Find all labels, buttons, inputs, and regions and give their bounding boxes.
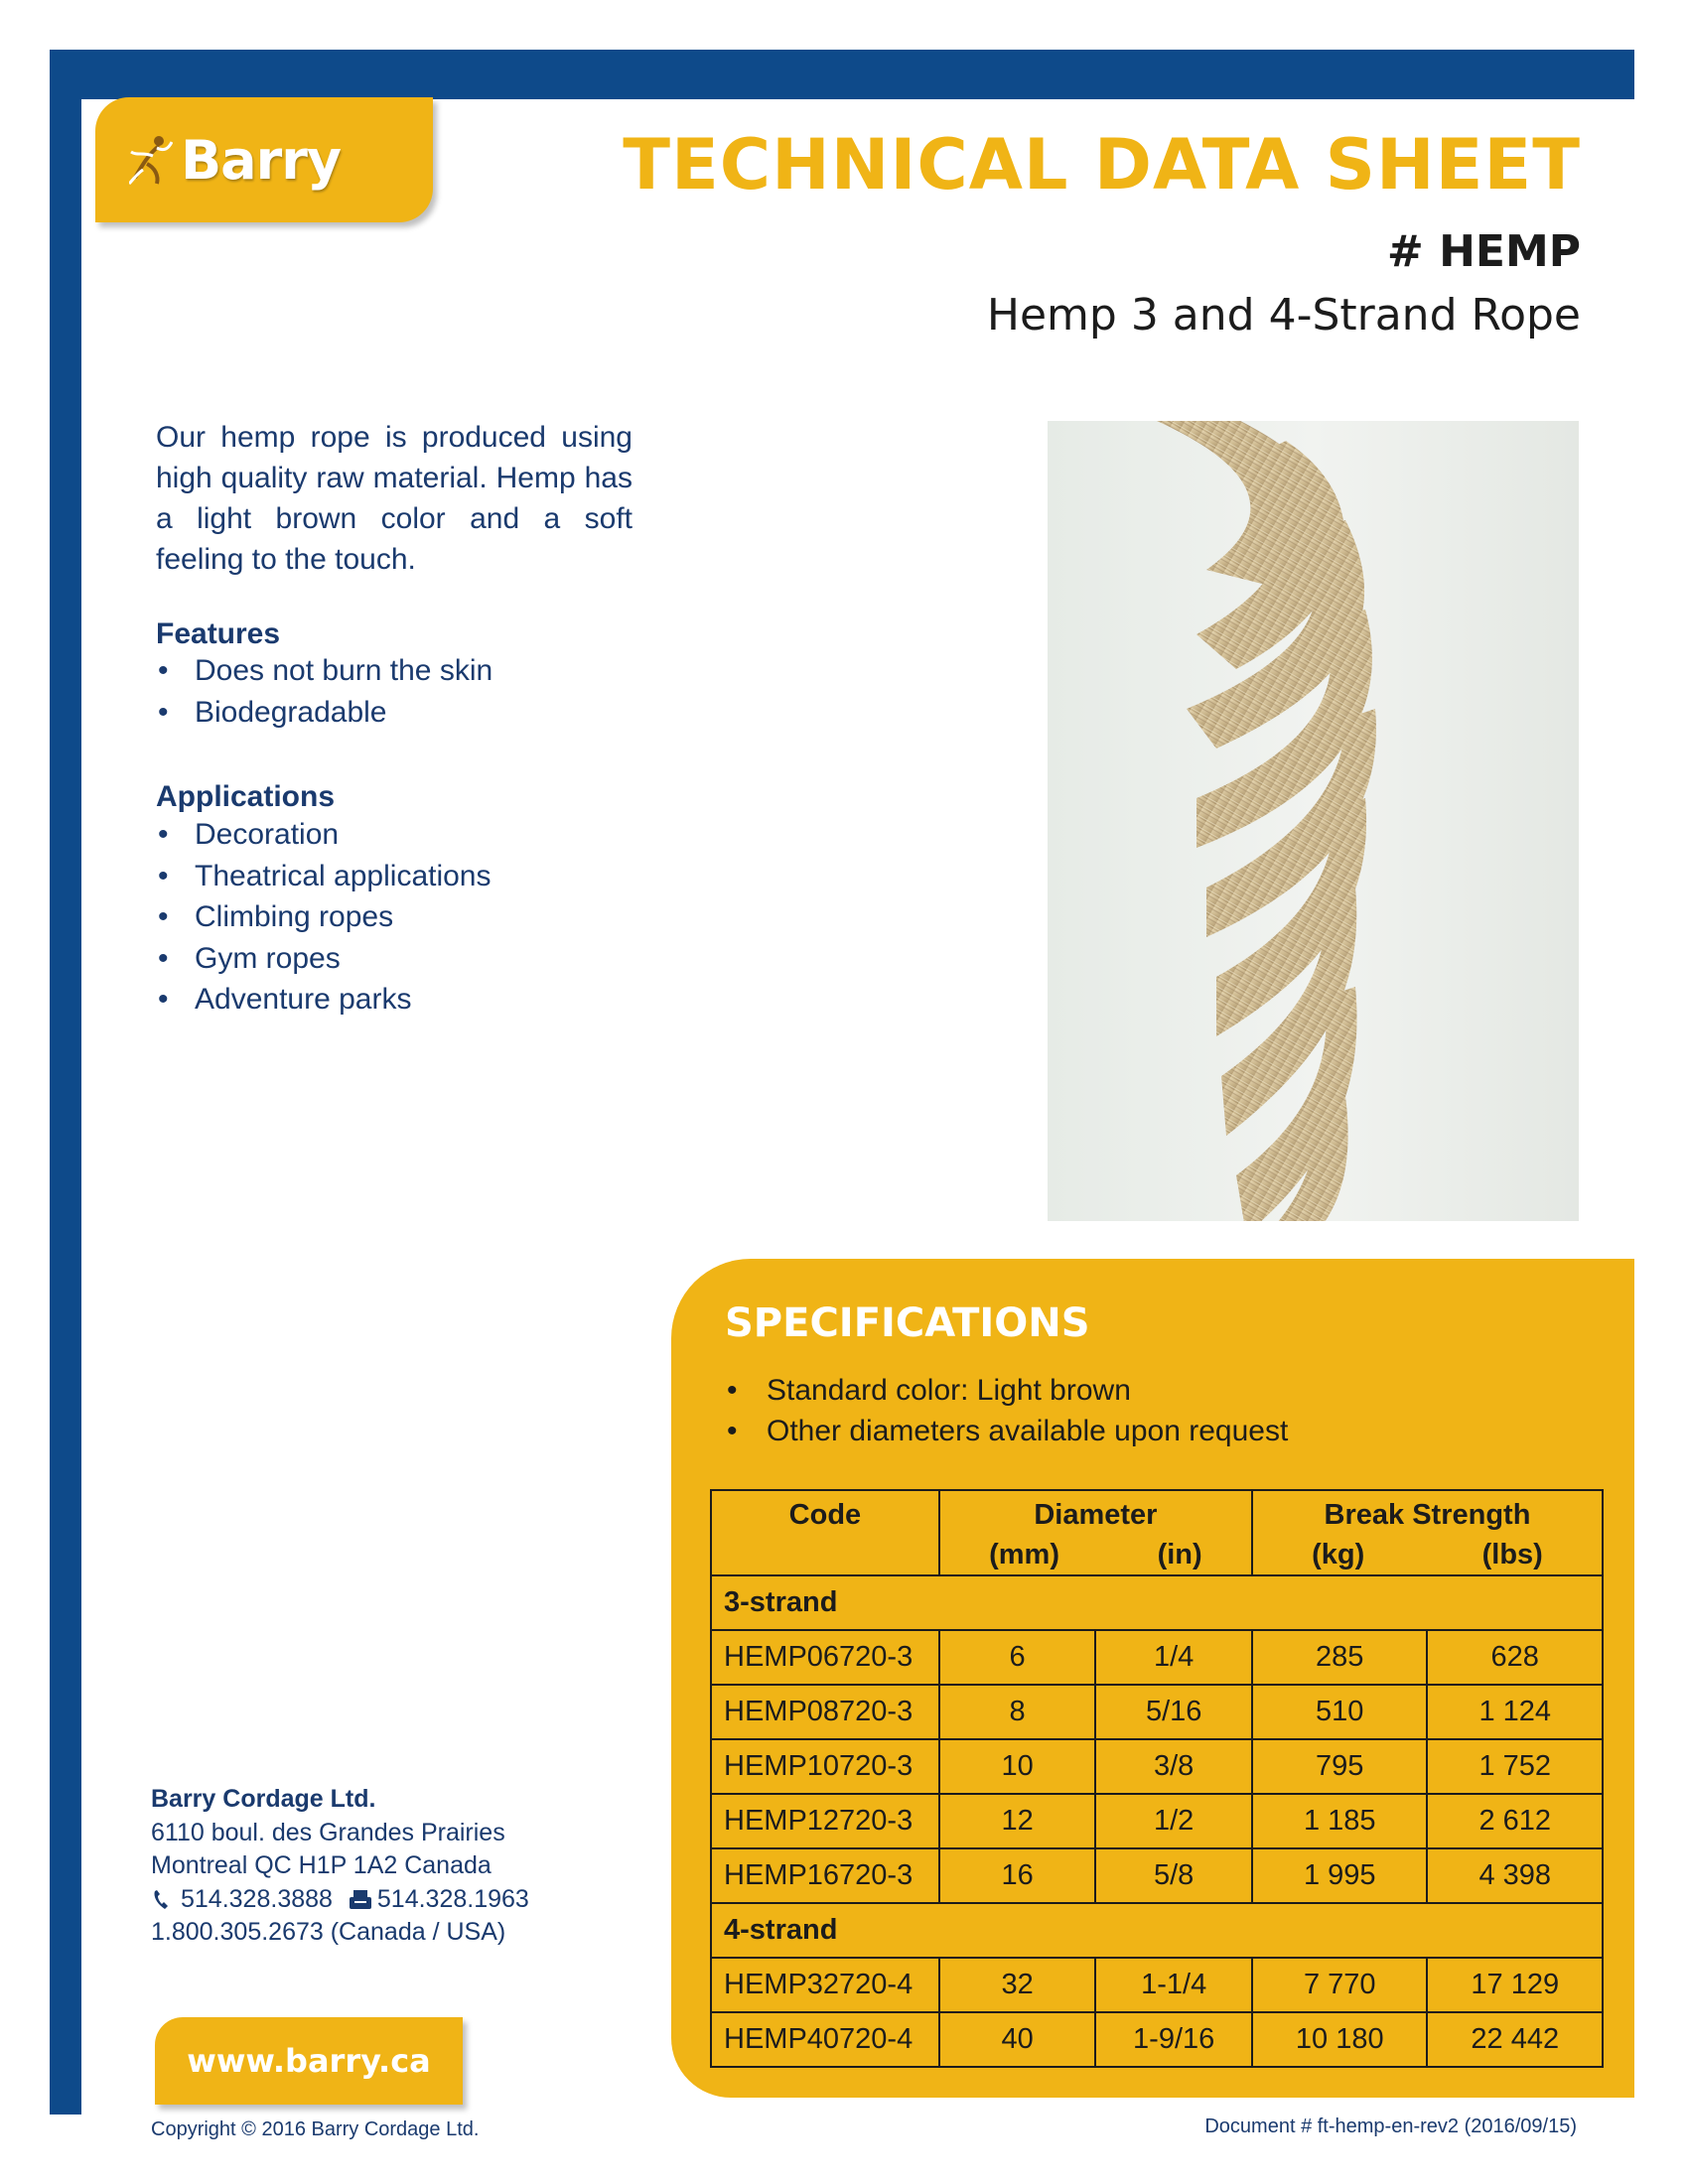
cell-code: HEMP32720-4	[711, 1958, 939, 2012]
header-mm: (mm)	[989, 1539, 1059, 1570]
company-info	[151, 1783, 529, 1950]
header-bar	[50, 50, 1634, 99]
feature-item: • Does not burn the skin	[156, 650, 492, 692]
cell-lbs: 1 124	[1427, 1685, 1603, 1739]
cell-lbs: 17 129	[1427, 1958, 1603, 2012]
fax-icon	[348, 1888, 373, 1912]
cell-in: 5/16	[1095, 1685, 1252, 1739]
header-code: Code	[711, 1490, 939, 1575]
cell-in: 1/2	[1095, 1794, 1252, 1848]
table-row	[711, 1794, 1603, 1848]
specifications-table	[710, 1489, 1604, 2068]
cell-kg: 285	[1252, 1630, 1427, 1685]
spec-bullet: • Other diameters available upon request	[725, 1411, 1288, 1451]
header-lbs: (lbs)	[1481, 1539, 1543, 1570]
company-fax[interactable]: 514.328.1963	[376, 1884, 529, 1913]
cell-kg: 10 180	[1252, 2012, 1427, 2067]
application-item: • Gym ropes	[156, 938, 492, 980]
cell-kg: 1 185	[1252, 1794, 1427, 1848]
spec-bullet: • Standard color: Light brown	[725, 1370, 1288, 1411]
cell-mm: 10	[939, 1739, 1096, 1794]
table-row	[711, 1685, 1603, 1739]
header-in: (in)	[1157, 1539, 1202, 1570]
cell-lbs: 4 398	[1427, 1848, 1603, 1903]
group-row	[711, 1903, 1603, 1958]
cell-in: 1-9/16	[1095, 2012, 1252, 2067]
document-number: Document # ft-hemp-en-rev2 (2016/09/15)	[1204, 2116, 1577, 2137]
header-break-strength	[1252, 1490, 1603, 1575]
cell-kg: 795	[1252, 1739, 1427, 1794]
cell-mm: 40	[939, 2012, 1096, 2067]
cell-lbs: 1 752	[1427, 1739, 1603, 1794]
header-diameter-label: Diameter	[1034, 1499, 1158, 1531]
table-row	[711, 1958, 1603, 2012]
table-row	[711, 1630, 1603, 1685]
barry-figure-icon	[129, 134, 173, 186]
application-item: • Climbing ropes	[156, 896, 492, 938]
copyright-text: Copyright © 2016 Barry Cordage Ltd.	[151, 2118, 480, 2140]
specifications-heading: SPECIFICATIONS	[725, 1300, 1090, 1346]
intro-paragraph: Our hemp rope is produced using high quality raw material. Hemp has a light brown color and a soft feeling to the touch.	[156, 421, 633, 576]
table-header-row	[711, 1490, 1603, 1575]
brand-logo	[95, 97, 433, 222]
company-contact-line	[151, 1883, 529, 1917]
cell-code: HEMP12720-3	[711, 1794, 939, 1848]
cell-in: 1-1/4	[1095, 1958, 1252, 2012]
rope-photo	[1048, 421, 1579, 1221]
company-phone[interactable]: 514.328.3888	[181, 1884, 333, 1913]
header-kg: (kg)	[1312, 1539, 1365, 1570]
cell-in: 5/8	[1095, 1848, 1252, 1903]
cell-mm: 12	[939, 1794, 1096, 1848]
cell-code: HEMP08720-3	[711, 1685, 939, 1739]
group-row	[711, 1575, 1603, 1630]
cell-mm: 8	[939, 1685, 1096, 1739]
cell-lbs: 2 612	[1427, 1794, 1603, 1848]
cell-code: HEMP06720-3	[711, 1630, 939, 1685]
product-code: # HEMP	[1386, 226, 1581, 277]
cell-mm: 6	[939, 1630, 1096, 1685]
specifications-bullets	[725, 1370, 1288, 1451]
cell-code: HEMP10720-3	[711, 1739, 939, 1794]
company-name: Barry Cordage Ltd.	[151, 1785, 376, 1813]
application-item: • Decoration	[156, 814, 492, 856]
header-diameter	[939, 1490, 1252, 1575]
company-address-line2: Montreal QC H1P 1A2 Canada	[151, 1851, 492, 1879]
application-item: • Adventure parks	[156, 979, 492, 1021]
cell-lbs: 22 442	[1427, 2012, 1603, 2067]
table-row	[711, 2012, 1603, 2067]
page-title: TECHNICAL DATA SHEET	[623, 124, 1581, 205]
applications-heading: Applications	[156, 780, 336, 813]
features-heading: Features	[156, 617, 281, 650]
table-row	[711, 1739, 1603, 1794]
phone-icon	[151, 1888, 177, 1912]
company-address-line1: 6110 boul. des Grandes Prairies	[151, 1818, 505, 1846]
group-label: 4-strand	[711, 1903, 1603, 1958]
applications-list	[156, 814, 492, 1021]
cell-kg: 1 995	[1252, 1848, 1427, 1903]
company-tollfree[interactable]: 1.800.305.2673 (Canada / USA)	[151, 1918, 506, 1946]
header-break-strength-label: Break Strength	[1324, 1499, 1531, 1531]
cell-lbs: 628	[1427, 1630, 1603, 1685]
cell-mm: 16	[939, 1848, 1096, 1903]
table-row	[711, 1848, 1603, 1903]
group-label: 3-strand	[711, 1575, 1603, 1630]
cell-code: HEMP16720-3	[711, 1848, 939, 1903]
cell-code: HEMP40720-4	[711, 2012, 939, 2067]
product-subtitle: Hemp 3 and 4-Strand Rope	[986, 290, 1581, 341]
cell-in: 3/8	[1095, 1739, 1252, 1794]
cell-in: 1/4	[1095, 1630, 1252, 1685]
cell-kg: 7 770	[1252, 1958, 1427, 2012]
application-item: • Theatrical applications	[156, 856, 492, 897]
feature-item: • Biodegradable	[156, 692, 492, 734]
website-link[interactable]: www.barry.ca	[155, 2017, 463, 2105]
logo-text: Barry	[181, 128, 342, 192]
cell-kg: 510	[1252, 1685, 1427, 1739]
cell-mm: 32	[939, 1958, 1096, 2012]
features-list	[156, 650, 492, 733]
side-bar	[50, 50, 81, 2115]
